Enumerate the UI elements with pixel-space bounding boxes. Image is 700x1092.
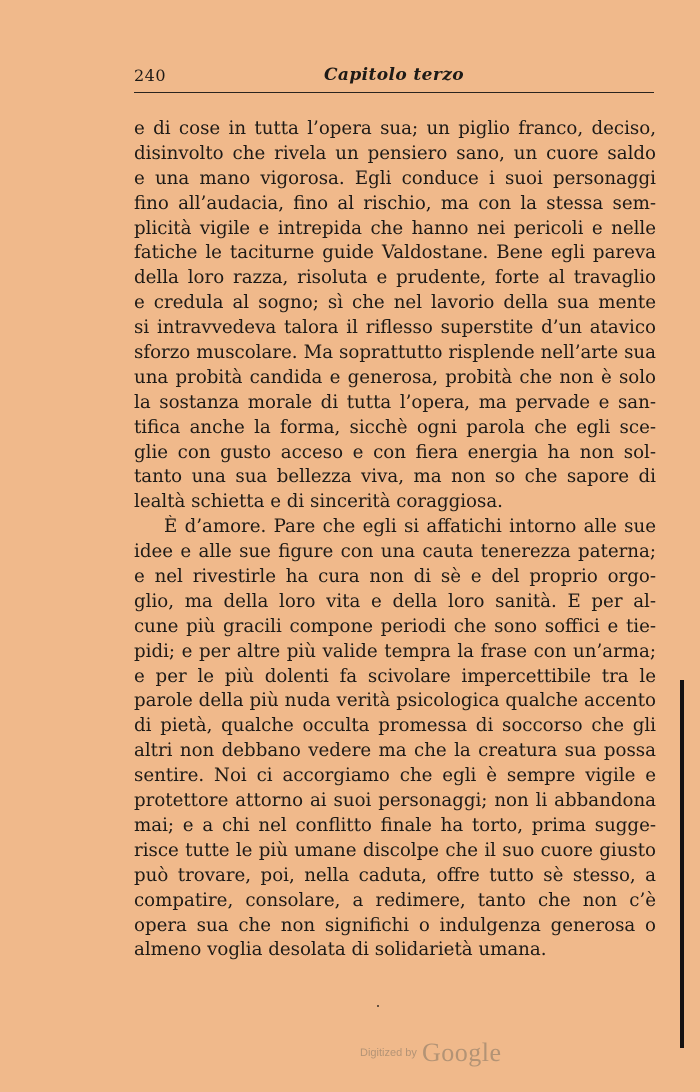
text-line: tifica anche la forma, sicchè ogni parola che egli sce-	[134, 416, 656, 438]
page-header	[134, 64, 654, 92]
text-line: e una mano vigorosa. Egli conduce i suoi personaggi	[134, 167, 656, 189]
header-rule	[134, 92, 654, 93]
text-line: e credula al sogno; sì che nel lavorio della sua mente	[134, 292, 656, 314]
end-mark	[377, 1005, 379, 1007]
text-line: mai; e a chi nel conflitto finale ha torto, prima sugge-	[134, 814, 656, 836]
text-line: compatire, consolare, a redimere, tanto che non c’è	[134, 889, 656, 911]
text-line: altri non debbano vedere ma che la creatura sua possa	[134, 740, 656, 762]
text-line: È d’amore. Pare che egli si affatichi intorno alle sue	[164, 516, 656, 538]
text-line: e nel rivestirle ha cura non di sè e del proprio orgo-	[134, 566, 656, 588]
text-line: parole della più nuda verità psicologica qualche accento	[134, 690, 656, 712]
text-line: lealtà schietta e di sincerità coraggiosa.	[134, 491, 503, 513]
text-line: e di cose in tutta l’opera sua; un piglio franco, deciso,	[134, 118, 656, 139]
watermark-prefix: Digitized by	[360, 1047, 417, 1059]
margin-speck	[203, 0, 207, 4]
text-line: almeno voglia desolata di solidarietà umana.	[134, 939, 547, 961]
text-line: idee e alle sue figure con una cauta tenerezza paterna;	[134, 541, 656, 563]
digitized-watermark	[360, 1038, 502, 1072]
running-head: Capitolo terzo	[323, 65, 464, 85]
text-line: protettore attorno ai suoi personaggi; non li abbandona	[134, 790, 656, 812]
text-line: disinvolto che rivela un pensiero sano, un cuore saldo	[134, 142, 656, 164]
google-logo: Google	[421, 1038, 502, 1067]
text-line: una probità candida e generosa, probità che non è solo	[134, 366, 656, 388]
text-line: può trovare, poi, nella caduta, offre tutto sè stesso, a	[134, 864, 656, 886]
text-line: glie con gusto acceso e con fiera energia ha non sol-	[134, 441, 656, 463]
text-line: e per le più dolenti fa scivolare impercettibile tra le	[134, 665, 656, 687]
text-line: tanto una sua bellezza viva, ma non so che sapore di	[134, 466, 656, 488]
text-line: si intravvedeva talora il riflesso superstite d’un atavico	[134, 317, 656, 339]
text-line: di pietà, qualche occulta promessa di soccorso che gli	[134, 715, 656, 737]
text-line: sforzo muscolare. Ma soprattutto risplende nell’arte sua	[134, 342, 656, 364]
text-line: pidi; e per altre più valide tempra la frase con un’arma;	[134, 640, 656, 662]
text-line: cune più gracili compone periodi che sono soffici e tie-	[134, 615, 656, 637]
body-text	[134, 117, 656, 963]
text-line: plicità vigile e intrepida che hanno nei pericoli e nelle	[134, 217, 656, 239]
text-line: la sostanza morale di tutta l’opera, ma pervade e san-	[134, 391, 656, 413]
text-line: opera sua che non significhi o indulgenza generosa o	[134, 914, 656, 936]
text-line: fatiche le taciturne guide Valdostane. Bene egli pareva	[134, 242, 656, 264]
text-line: glio, ma della loro vita e della loro sanità. E per al-	[134, 590, 656, 612]
text-line: della loro razza, risoluta e prudente, forte al travaglio	[134, 267, 656, 289]
text-line: fino all’audacia, fino al rischio, ma con la stessa sem-	[134, 192, 656, 214]
page-number: 240	[134, 66, 167, 85]
scan-edge-bar	[680, 680, 684, 1048]
text-line: sentire. Noi ci accorgiamo che egli è sempre vigile e	[134, 765, 656, 787]
text-line: risce tutte le più umane discolpe che il suo cuore giusto	[134, 839, 656, 861]
